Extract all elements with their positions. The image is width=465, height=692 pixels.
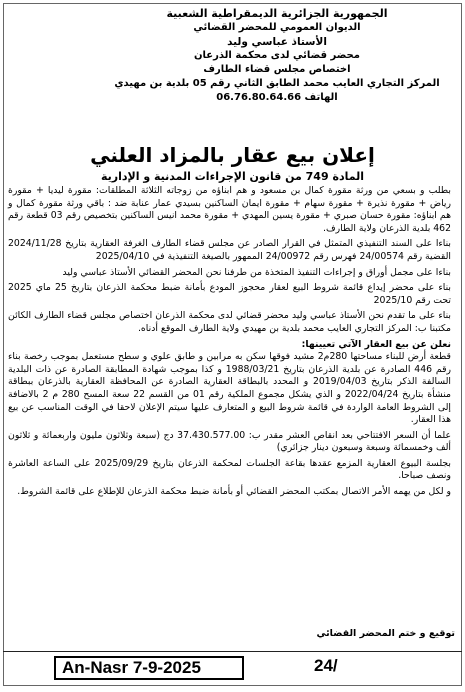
header-court: محضر قضائي لدى محكمة الذرعان [194, 50, 360, 61]
page-number: 24/ [314, 656, 338, 675]
header-republic: الجمهورية الجزائرية الديمقراطية الشعبية [166, 7, 388, 20]
paragraph-auction-session: بجلسة البيوع العقارية المزمع عقدها بقاعة الجلسات لمحكمة الذرعان بتاريخ 2025/09/29 على الساعة العاشرة ونصف صباحا. [8, 457, 451, 482]
paragraph-enforcement-title: بناءا على السند التنفيذي المتمثل في القرار الصادر عن مجلس قضاء الطارف الغرفة العقارية بتاريخ 2024/11/28 القضية رقم 24/00574 فهرس رقم 24/00972 الممهور بالصيغة التنفيذية في 2025/04/10 [8, 238, 451, 262]
footer-divider [3, 651, 462, 652]
paragraph-petitioners: بطلب و بسعي من ورثة مقورة كمال بن مسعود و هم ابناؤه من زوجاته الثلاثة المطلقات: مقورة ليديا + مقورة رياض + مقورة نذيرة + مقورة سهام + مقورة ايمان الساكنين بسيدي عمار عنابة ضد : باقي ورثة مقورة كمال و هم ابناؤه: مقورة حسان صبري + مقورة يسين المهدي + مقورة محمد انيس الساكنين بتخصيص رقم 03 قطعة رقم 462 بلدية الذرعان ولاية الطارف. [8, 185, 452, 234]
paragraph-property-description: قطعة أرض للبناء مساحتها 280م2 مشيد فوقها سكن به مرابين و طابق علوي و سطح مستعمل بموجب رخصة بناء رقم 446 الصادرة عن بلدية الذرعان بتاريخ 1988/03/21 و كذا بموجب شهادة المطابقة الصادرة عن ذات البلدية السالفة الذكر بتاريخ 2019/04/03 و المحدد بالبطاقة العقارية الصادرة عن المحافظة العقارية بالذرعان ببطاقة منشأة بتاريخ 2022/04/24 و الذي يشكل مجموع الملكية رقم 01 من القسم 22 سعة المسح 280 م 2 بالاضافة إلى الشروط العامة الواردة في قائمة شروط البيع و المتعارف عليها سيتم الإعلان لاحقا في الوقت المناسب عن بيع هذا العقار. [8, 351, 451, 426]
paragraph-procedures: بناءا على مجمل أوراق و إجراءات التنفيذ المتخذة من طرفنا نحن المحضر القضائي الأستاذ عباسي وليد [62, 266, 451, 278]
paragraph-bailiff-statement: بناء على ما تقدم نحن الأستاذ عباسي وليد محضر قضائي لدى محكمة الذرعان اختصاص مجلس قضاء الطارف الكائن مكتبنا ب: المركز التجاري العايب محمد بلدية بن مهيدي ولاية الطارف الموقع أدناه. [8, 310, 451, 334]
announcement-title: إعلان بيع عقار بالمزاد العلني [90, 143, 375, 167]
header-bailiff-name: الأستاذ عباسي وليد [227, 36, 327, 48]
header-address: المركز التجاري العايب محمد الطابق الثاني رقم 05 بلدية بن مهيدي [114, 78, 440, 89]
header-jurisdiction: اختصاص مجلس قضاء الطارف [203, 64, 351, 75]
paragraph-contact: و لكل من يهمه الأمر الاتصال بمكتب المحضر القضائي أو بأمانة ضبط محكمة الذرعان للإطلاع على قائمة الشروط. [17, 486, 451, 498]
header-office: الديوان العمومي للمحضر القضائي [193, 22, 361, 33]
paragraph-opening-price: علما أن السعر الافتتاحي بعد انقاص العشر مقدر ب: 37.430.577.00 دج (سبعة وثلاثون مليون واربعمائة و ثلاثون ألف وخمسمائة وسبعة وسبعون دينار جزائري) [8, 429, 451, 454]
header-phone: الهاتف 06.76.80.64.66 [216, 92, 338, 103]
paragraph-deposit: بناء على محضر إيداع قائمة شروط البيع لعقار محجوز المودع بأمانة ضبط محكمة الذرعان بتاريخ 25 ماي 2025 تحت رقم 2025/10 [8, 282, 451, 306]
announcement-body [8, 185, 451, 502]
announcement-subtitle: المادة 749 من قانون الإجراءات المدنية و الإدارية [101, 170, 364, 183]
paragraph-property-lead: نعلن عن بيع العقار الآتي تعيينها: [301, 338, 451, 350]
newspaper-footer: An-Nasr 7-9-2025 [54, 656, 244, 680]
header-block [97, 6, 457, 105]
signature-label: توقيع و ختم المحضر القضائي [316, 628, 455, 639]
